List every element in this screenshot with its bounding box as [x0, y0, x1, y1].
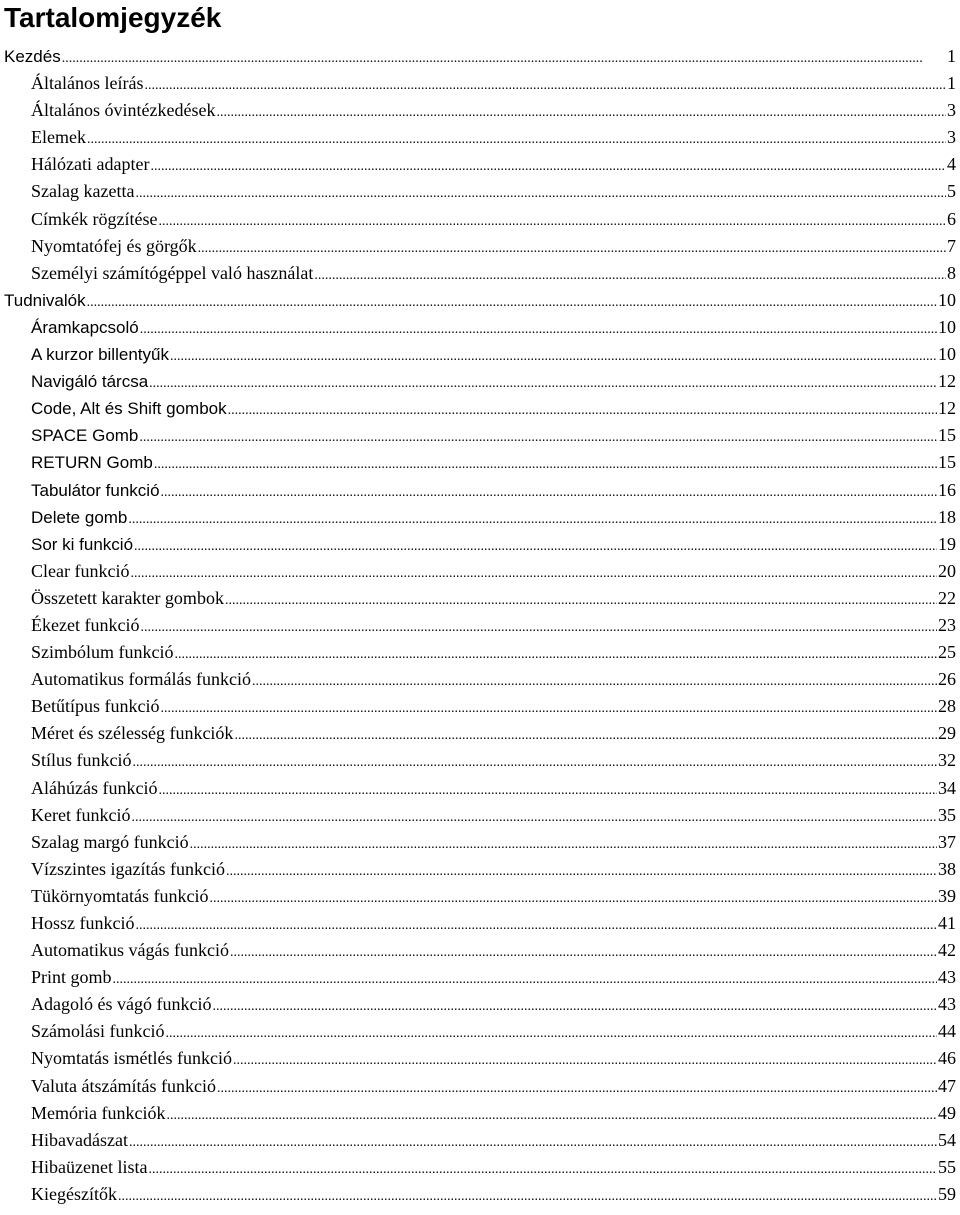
toc-entry-page-number[interactable]: 23 — [938, 614, 956, 635]
toc-entry[interactable] — [0, 883, 960, 910]
toc-entry-label[interactable]: Személyi számítógéppel való használat — [31, 262, 314, 283]
toc-entry[interactable] — [0, 1127, 960, 1154]
toc-entry-label[interactable]: SPACE Gomb — [31, 426, 139, 446]
toc-entry[interactable] — [0, 1181, 960, 1208]
dot-leader — [170, 341, 937, 368]
toc-entry[interactable] — [0, 937, 960, 964]
dot-leader — [87, 287, 937, 314]
toc-entry-page-number[interactable]: 25 — [938, 642, 956, 663]
toc-entry-page-number[interactable]: 44 — [938, 1021, 956, 1042]
toc-entry-label[interactable]: Tabulátor funkció — [31, 480, 160, 500]
dot-leader — [226, 856, 937, 883]
dot-leader — [134, 531, 937, 558]
dot-leader — [144, 70, 946, 97]
toc-entry[interactable] — [0, 720, 960, 747]
toc-entry[interactable] — [0, 747, 960, 774]
toc-entry[interactable] — [0, 233, 960, 260]
toc-entry[interactable] — [0, 504, 960, 531]
toc-entry[interactable] — [0, 260, 960, 287]
toc-entry-page-number[interactable]: 15 — [938, 452, 956, 473]
toc-entry-label[interactable]: Betűtípus funkció — [31, 696, 160, 717]
dot-leader — [128, 504, 937, 531]
toc-entry-page-number[interactable]: 54 — [938, 1129, 956, 1150]
dot-leader — [139, 422, 937, 449]
toc-entry-page-number[interactable]: 55 — [938, 1156, 956, 1177]
toc-entry-label[interactable]: Adagoló és vágó funkció — [31, 994, 212, 1015]
toc-entry-label[interactable]: Számolási funkció — [31, 1021, 165, 1042]
dot-leader — [209, 883, 937, 910]
toc-entry[interactable] — [0, 910, 960, 937]
toc-entry-label[interactable]: Ékezet funkció — [31, 614, 140, 635]
dot-leader — [161, 477, 937, 504]
toc-entry-label[interactable]: Code, Alt és Shift gombok — [31, 399, 227, 419]
toc-entry-label[interactable]: Print gomb — [31, 967, 112, 988]
dot-leader — [230, 937, 937, 964]
dot-leader — [212, 991, 937, 1018]
toc-entry-label[interactable]: Automatikus vágás funkció — [31, 940, 229, 961]
toc-entry[interactable] — [0, 43, 960, 70]
toc-entry-label[interactable]: Hálózati adapter — [31, 154, 150, 175]
toc-entry-page-number[interactable]: 39 — [938, 885, 956, 906]
toc-entry-label[interactable]: Hibavadászat — [31, 1129, 128, 1150]
toc-entry-page-number[interactable]: 43 — [938, 967, 956, 988]
toc-entry[interactable] — [0, 449, 960, 476]
toc-entry-page-number[interactable]: 6 — [947, 208, 956, 229]
toc-entry-page-number[interactable]: 1 — [947, 73, 956, 94]
dot-leader — [130, 558, 937, 585]
toc-entry[interactable] — [0, 477, 960, 504]
toc-entry-page-number[interactable]: 12 — [938, 371, 956, 392]
dot-leader — [131, 802, 937, 829]
toc-entry[interactable] — [0, 368, 960, 395]
toc-entry[interactable] — [0, 856, 960, 883]
dot-leader — [140, 314, 937, 341]
dot-leader — [225, 585, 937, 612]
toc-entry-page-number[interactable]: 49 — [938, 1102, 956, 1123]
toc-entry-label[interactable]: Tudnivalók — [4, 290, 86, 310]
toc-entry-label[interactable]: Delete gomb — [31, 507, 128, 527]
toc-entry-label[interactable]: Kezdés — [4, 47, 61, 66]
toc-entry-label[interactable]: Áramkapcsoló — [31, 317, 139, 337]
toc-entry[interactable] — [0, 206, 960, 233]
dot-leader — [165, 1018, 937, 1045]
dot-leader — [216, 97, 946, 124]
toc-entry-label[interactable]: Hibaüzenet lista — [31, 1156, 148, 1177]
page-title: Tartalomjegyzék — [4, 2, 222, 33]
dot-leader — [118, 1181, 937, 1208]
dot-leader — [161, 693, 938, 720]
toc-entry[interactable] — [0, 395, 960, 422]
toc-entry-page-number[interactable]: 34 — [938, 777, 956, 798]
toc-entry[interactable] — [0, 829, 960, 856]
toc-entry-page-number[interactable]: 10 — [938, 344, 956, 365]
toc-entry-label[interactable]: Automatikus formálás funkció — [31, 669, 251, 690]
toc-entry-label[interactable]: Nyomtatás ismétlés funkció — [31, 1048, 232, 1069]
toc-entry-label[interactable]: Összetett karakter gombok — [31, 587, 224, 608]
toc-entry-label[interactable]: Nyomtatófej és görgők — [31, 235, 197, 256]
toc-entry[interactable] — [0, 422, 960, 449]
toc-entry-label[interactable]: Szimbólum funkció — [31, 642, 174, 663]
dot-leader — [148, 1154, 937, 1181]
dot-leader — [62, 43, 946, 70]
toc-entry-label[interactable]: Clear funkció — [31, 560, 130, 581]
toc-entry-page-number[interactable]: 1 — [947, 46, 956, 66]
toc-entry-label[interactable]: Valuta átszámítás funkció — [31, 1075, 216, 1096]
toc-entry-page-number[interactable]: 5 — [947, 181, 956, 202]
dot-leader — [228, 395, 937, 422]
dot-leader — [158, 206, 946, 233]
toc-entry-label[interactable]: RETURN Gomb — [31, 453, 153, 473]
toc-entry-label[interactable]: Tükörnyomtatás funkció — [31, 885, 209, 906]
toc-entry[interactable] — [0, 693, 960, 720]
toc-entry-label[interactable]: Vízszintes igazítás funkció — [31, 858, 225, 879]
toc-entry-page-number[interactable]: 37 — [938, 831, 956, 852]
toc-entry[interactable] — [0, 666, 960, 693]
dot-leader — [198, 233, 946, 260]
toc-entry-page-number[interactable]: 29 — [938, 723, 956, 744]
toc-entry-page-number[interactable]: 18 — [938, 506, 956, 527]
dot-leader — [140, 612, 937, 639]
toc-entry-page-number[interactable]: 22 — [938, 587, 956, 608]
toc-entry-page-number[interactable]: 15 — [938, 425, 956, 446]
toc-entry-label[interactable]: Hossz funkció — [31, 913, 135, 933]
dot-leader — [158, 775, 937, 802]
toc-entry-page-number[interactable]: 7 — [947, 235, 956, 256]
toc-entry[interactable] — [0, 178, 960, 205]
toc-entry-label[interactable]: Szalag margó funkció — [31, 831, 189, 852]
dot-leader — [149, 368, 937, 395]
dot-leader — [150, 151, 946, 178]
toc-entry-page-number[interactable]: 19 — [938, 533, 956, 554]
toc-entry-label[interactable]: A kurzor billentyűk — [31, 345, 169, 365]
toc-entry[interactable] — [0, 70, 960, 97]
toc-entry-label[interactable]: Szalag kazetta — [31, 181, 135, 202]
dot-leader — [234, 720, 937, 747]
toc-entry[interactable] — [0, 775, 960, 802]
toc-entry-page-number[interactable]: 38 — [938, 858, 956, 879]
dot-leader — [135, 910, 937, 937]
dot-leader — [129, 1127, 937, 1154]
dot-leader — [190, 829, 937, 856]
toc-entry[interactable] — [0, 1045, 960, 1072]
toc-entry-label[interactable]: Keret funkció — [31, 804, 131, 825]
toc-entry[interactable] — [0, 341, 960, 368]
toc-entry-label[interactable]: Méret és szélesség funkciók — [31, 723, 234, 744]
dot-leader — [133, 747, 937, 774]
toc-entry[interactable] — [0, 1073, 960, 1100]
toc-entry[interactable] — [0, 314, 960, 341]
dot-leader — [217, 1073, 937, 1100]
toc-entry[interactable] — [0, 964, 960, 991]
toc-entry-label[interactable]: Stílus funkció — [31, 750, 132, 771]
dot-leader — [154, 449, 937, 476]
toc-entry-page-number[interactable]: 26 — [938, 669, 956, 690]
toc-entry-page-number[interactable]: 3 — [947, 100, 956, 121]
toc-entry-page-number[interactable]: 8 — [947, 262, 956, 283]
toc-entry-label[interactable]: Memória funkciók — [31, 1102, 166, 1123]
toc-entry-label[interactable]: Címkék rögzítése — [31, 208, 158, 229]
toc-entry-page-number[interactable]: 42 — [938, 940, 956, 961]
toc-entry[interactable] — [0, 1018, 960, 1045]
toc-entry[interactable] — [0, 151, 960, 178]
toc-entry-page-number[interactable]: 35 — [938, 804, 956, 825]
toc-entry-label[interactable]: Sor ki funkció — [31, 534, 134, 554]
toc-entry-page-number[interactable]: 41 — [938, 913, 956, 933]
dot-leader — [314, 260, 946, 287]
toc-entry[interactable] — [0, 585, 960, 612]
toc-entry[interactable] — [0, 287, 960, 314]
toc-entry-page-number[interactable]: 4 — [947, 154, 956, 175]
toc-entry-page-number[interactable]: 20 — [938, 560, 956, 581]
dot-leader — [113, 964, 937, 991]
toc-entry[interactable] — [0, 97, 960, 124]
toc-entry-page-number[interactable]: 46 — [938, 1048, 956, 1069]
toc-entry-label[interactable]: Általános leírás — [31, 73, 144, 94]
dot-leader — [87, 124, 946, 151]
dot-leader — [166, 1100, 937, 1127]
toc-entry-page-number[interactable]: 10 — [938, 316, 956, 337]
toc-entry[interactable] — [0, 1154, 960, 1181]
toc-entry-page-number[interactable]: 47 — [938, 1075, 956, 1096]
toc-entry-page-number[interactable]: 43 — [938, 994, 956, 1015]
toc-entry-label[interactable]: Kiegészítők — [31, 1183, 117, 1204]
toc-entry-page-number[interactable]: 10 — [938, 289, 956, 310]
table-of-contents — [0, 43, 960, 1208]
toc-entry-label[interactable]: Navigáló tárcsa — [31, 372, 149, 392]
toc-entry-page-number[interactable]: 59 — [938, 1183, 956, 1204]
toc-entry[interactable] — [0, 1100, 960, 1127]
toc-entry-label[interactable]: Általános óvintézkedések — [31, 100, 216, 121]
toc-entry-page-number[interactable]: 32 — [938, 750, 956, 771]
toc-entry-page-number[interactable]: 28 — [938, 696, 956, 717]
toc-entry[interactable] — [0, 558, 960, 585]
toc-entry[interactable] — [0, 531, 960, 558]
toc-entry[interactable] — [0, 124, 960, 151]
toc-entry-page-number[interactable]: 16 — [938, 479, 956, 500]
toc-entry-page-number[interactable]: 12 — [938, 398, 956, 419]
toc-entry[interactable] — [0, 612, 960, 639]
toc-entry[interactable] — [0, 802, 960, 829]
toc-entry-label[interactable]: Aláhúzás funkció — [31, 777, 158, 798]
toc-entry-label[interactable]: Elemek — [31, 127, 86, 148]
toc-entry[interactable] — [0, 639, 960, 666]
toc-entry-page-number[interactable]: 3 — [947, 127, 956, 148]
dot-leader — [175, 639, 938, 666]
toc-entry[interactable] — [0, 991, 960, 1018]
dot-leader — [135, 178, 946, 205]
dot-leader — [252, 666, 937, 693]
dot-leader — [233, 1045, 937, 1072]
